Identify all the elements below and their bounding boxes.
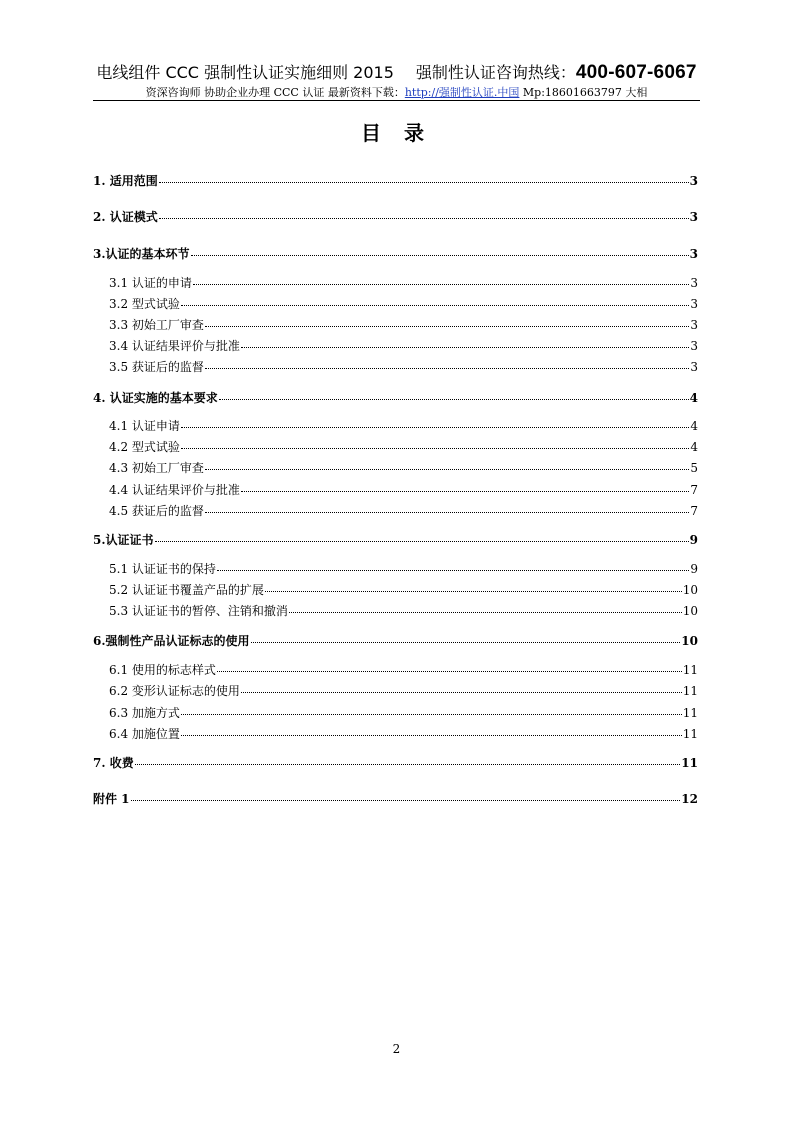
toc-entry-page: 10 bbox=[682, 604, 698, 618]
toc-entry[interactable] bbox=[93, 632, 698, 648]
toc-leader-dots bbox=[181, 735, 682, 736]
toc-entry[interactable] bbox=[93, 602, 698, 618]
toc-entry-label: 5.认证证书 bbox=[93, 533, 154, 547]
toc-entry[interactable] bbox=[93, 316, 698, 332]
toc-entry-label: 6.3 加施方式 bbox=[109, 706, 180, 720]
toc-entry[interactable] bbox=[93, 389, 698, 405]
toc-leader-dots bbox=[159, 218, 689, 219]
toc-leader-dots bbox=[219, 399, 689, 400]
toc-entry-label: 附件 1 bbox=[93, 792, 130, 806]
toc-entry-label: 3.2 型式试验 bbox=[109, 297, 180, 311]
toc-leader-dots bbox=[181, 305, 689, 306]
toc-entry-label: 1. 适用范围 bbox=[93, 174, 158, 188]
toc-entry[interactable] bbox=[93, 560, 698, 576]
toc-entry[interactable] bbox=[93, 581, 698, 597]
toc-entry[interactable] bbox=[93, 481, 698, 497]
toc-entry-label: 4.4 认证结果评价与批准 bbox=[109, 483, 240, 497]
toc-entry-page: 9 bbox=[690, 562, 698, 576]
toc-entry-label: 5.3 认证证书的暂停、注销和撤消 bbox=[109, 604, 288, 618]
toc-entry-page: 3 bbox=[689, 247, 698, 261]
toc-entry[interactable] bbox=[93, 790, 698, 806]
toc-entry[interactable] bbox=[93, 337, 698, 353]
toc-leader-dots bbox=[217, 570, 689, 571]
toc-entry-page: 7 bbox=[690, 504, 698, 518]
toc-entry-page: 10 bbox=[682, 583, 698, 597]
toc-entry-page: 3 bbox=[690, 297, 698, 311]
toc-leader-dots bbox=[205, 469, 689, 470]
page-number: 2 bbox=[392, 1042, 401, 1056]
toc-entry-label: 3.5 获证后的监督 bbox=[109, 360, 204, 374]
toc-entry-page: 7 bbox=[690, 483, 698, 497]
toc-leader-dots bbox=[205, 512, 689, 513]
toc-entry-label: 4.1 认证申请 bbox=[109, 419, 180, 433]
toc-entry[interactable] bbox=[93, 754, 698, 770]
toc-entry-label: 5.1 认证证书的保持 bbox=[109, 562, 216, 576]
toc-entry-label: 3.4 认证结果评价与批准 bbox=[109, 339, 240, 353]
toc-leader-dots bbox=[205, 368, 689, 369]
toc-entry-page: 3 bbox=[690, 276, 698, 290]
toc-entry-label: 3.认证的基本环节 bbox=[93, 247, 190, 261]
toc-leader-dots bbox=[131, 800, 681, 801]
table-of-contents bbox=[93, 0, 698, 1122]
toc-title: 目 录 bbox=[361, 121, 432, 145]
toc-entry[interactable] bbox=[93, 208, 698, 224]
header-sub-suffix: Mp:18601663797 大相 bbox=[519, 86, 648, 99]
toc-entry[interactable] bbox=[93, 531, 698, 547]
toc-entry-label: 5.2 认证证书覆盖产品的扩展 bbox=[109, 583, 264, 597]
toc-entry[interactable] bbox=[93, 438, 698, 454]
hotline-number: 400-607-6067 bbox=[575, 62, 697, 83]
toc-entry[interactable] bbox=[93, 502, 698, 518]
toc-entry[interactable] bbox=[93, 358, 698, 374]
toc-entry-page: 11 bbox=[681, 756, 698, 770]
toc-leader-dots bbox=[181, 427, 689, 428]
toc-entry[interactable] bbox=[93, 295, 698, 311]
toc-leader-dots bbox=[217, 671, 682, 672]
toc-leader-dots bbox=[205, 326, 689, 327]
toc-entry-page: 10 bbox=[681, 634, 698, 648]
toc-entry[interactable] bbox=[93, 459, 698, 475]
toc-entry-page: 3 bbox=[690, 318, 698, 332]
toc-leader-dots bbox=[193, 284, 689, 285]
toc-entry-label: 4.2 型式试验 bbox=[109, 440, 180, 454]
toc-entry[interactable] bbox=[93, 172, 698, 188]
toc-entry-page: 4 bbox=[689, 391, 698, 405]
toc-entry-page: 11 bbox=[682, 706, 698, 720]
toc-entry-label: 2. 认证模式 bbox=[93, 210, 158, 224]
toc-entry-page: 5 bbox=[690, 461, 698, 475]
toc-entry[interactable] bbox=[93, 245, 698, 261]
download-link[interactable]: http://强制性认证.中国 bbox=[404, 86, 520, 99]
toc-entry-label: 3.1 认证的申请 bbox=[109, 276, 192, 290]
toc-entry-page: 3 bbox=[690, 360, 698, 374]
toc-leader-dots bbox=[265, 591, 682, 592]
toc-leader-dots bbox=[251, 642, 681, 643]
toc-entry[interactable] bbox=[93, 274, 698, 290]
document-title: 电线组件 CCC 强制性认证实施细则 2015 bbox=[96, 63, 394, 82]
toc-entry-page: 9 bbox=[689, 533, 698, 547]
toc-entry-label: 6.2 变形认证标志的使用 bbox=[109, 684, 240, 698]
toc-entry-page: 11 bbox=[682, 663, 698, 677]
toc-entry-page: 4 bbox=[690, 419, 698, 433]
toc-entry-label: 7. 收费 bbox=[93, 756, 134, 770]
toc-leader-dots bbox=[135, 764, 681, 765]
toc-leader-dots bbox=[241, 491, 689, 492]
toc-leader-dots bbox=[241, 347, 689, 348]
toc-entry[interactable] bbox=[93, 725, 698, 741]
toc-entry-label: 4.3 初始工厂审查 bbox=[109, 461, 204, 475]
toc-entry[interactable] bbox=[93, 704, 698, 720]
toc-entry[interactable] bbox=[93, 417, 698, 433]
toc-entry-label: 3.3 初始工厂审查 bbox=[109, 318, 204, 332]
toc-leader-dots bbox=[159, 182, 689, 183]
toc-entry-page: 3 bbox=[689, 210, 698, 224]
toc-entry-label: 4.5 获证后的监督 bbox=[109, 504, 204, 518]
toc-leader-dots bbox=[181, 714, 682, 715]
toc-entry[interactable] bbox=[93, 682, 698, 698]
toc-entry[interactable] bbox=[93, 661, 698, 677]
toc-entry-label: 6.4 加施位置 bbox=[109, 727, 180, 741]
toc-entry-label: 6.1 使用的标志样式 bbox=[109, 663, 216, 677]
toc-entry-page: 4 bbox=[690, 440, 698, 454]
toc-leader-dots bbox=[289, 612, 682, 613]
toc-entry-page: 11 bbox=[682, 684, 698, 698]
toc-leader-dots bbox=[181, 448, 689, 449]
toc-entry-label: 6.强制性产品认证标志的使用 bbox=[93, 634, 250, 648]
toc-leader-dots bbox=[191, 255, 689, 256]
toc-entry-page: 3 bbox=[690, 339, 698, 353]
toc-leader-dots bbox=[241, 692, 682, 693]
toc-entry-label: 4. 认证实施的基本要求 bbox=[93, 391, 218, 405]
hotline-label: 强制性认证咨询热线： bbox=[415, 63, 576, 82]
toc-entry-page: 3 bbox=[689, 174, 698, 188]
toc-entry-page: 11 bbox=[682, 727, 698, 741]
header-sub-prefix: 资深咨询师 协助企业办理 CCC 认证 最新资料下载： bbox=[145, 86, 405, 99]
toc-entry-page: 12 bbox=[681, 792, 698, 806]
toc-leader-dots bbox=[155, 541, 689, 542]
